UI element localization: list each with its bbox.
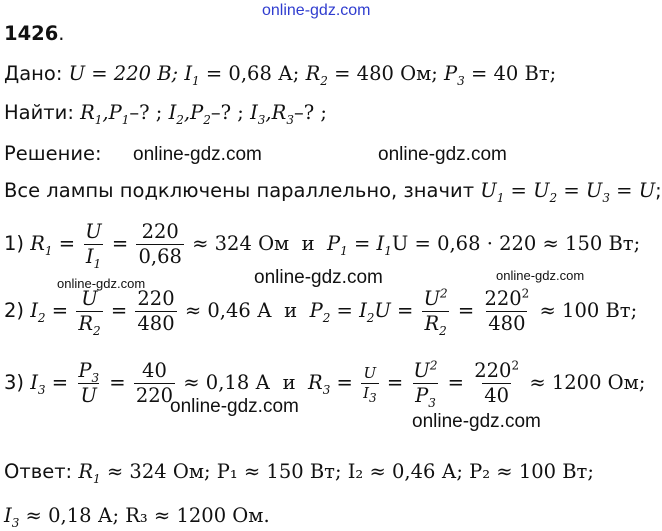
step-1: 1) $R_1$ = $\frac{U}{I_1}$ = $\frac{220}{0,68}$ ≈ 324 Ом и $P_1 = I_1U = 0,68 \cdot 220 \approx 150$ Вт; (4, 220, 641, 271)
watermark: online-gdz.com (170, 396, 299, 417)
fraction: $\frac{40}{220}$ (135, 359, 174, 407)
fraction: $\frac{220}{0,68}$ (138, 220, 182, 268)
watermark-top: online-gdz.com (262, 2, 371, 19)
parallel-line: Все лампы подключены параллельно, значит $U_1 = U_2 = U_3 = U$; (4, 179, 662, 205)
fraction: $\frac{U^2}{R_2}$ (423, 286, 448, 338)
problem-number: 1426 (4, 22, 59, 45)
watermark: online-gdz.com (378, 144, 507, 165)
fraction: $\frac{U}{R_2}$ (78, 287, 101, 338)
watermark: online-gdz.com (496, 268, 585, 283)
watermark: online-gdz.com (412, 411, 541, 432)
fraction: $\frac{U}{I_3}$ (363, 364, 377, 405)
step-2: 2) $I_2$ = $\frac{U}{R_2}$ = $\frac{220}{480}$ ≈ 0,46 А и $P_2 = I_2U$ = $\frac{U^2}{R_2}$ = $\frac{220^2}{480}$ ≈ 100 Вт; (4, 286, 638, 338)
parallel-text: Все лампы подключены параллельно, значит (4, 179, 475, 202)
watermark: online-gdz.com (57, 276, 146, 291)
find-label: Найти: (4, 101, 74, 124)
watermark: online-gdz.com (133, 144, 262, 165)
fraction: $\frac{220}{480}$ (137, 287, 175, 335)
answer-line-1: Ответ: $R_1 \approx 324$ Ом; P₁ ≈ 150 Вт; I₂ ≈ 0,46 А; P₂ ≈ 100 Вт; (4, 460, 594, 486)
fraction: $\frac{P_3}{U}$ (78, 359, 100, 407)
watermark: online-gdz.com (254, 267, 383, 288)
solution-label: Решение: (4, 142, 102, 165)
given-p3: = 40 Вт; (470, 62, 557, 85)
problem-title: 1426. (4, 22, 65, 45)
step-3: 3) $I_3$ = $\frac{P_3}{U}$ = $\frac{40}{220}$ ≈ 0,18 А и $R_3$ = $\frac{U}{I_3}$ = $\frac{U^2}{P_3}$ = $\frac{220^2}{40}$ ≈ 1200 Ом; (4, 358, 646, 410)
given-u: U = 220 В; (68, 62, 179, 85)
fraction: $\frac{U^2}{P_3}$ (413, 358, 438, 410)
fraction: $\frac{220^2}{480}$ (484, 286, 530, 335)
given-line: Дано: U = 220 В; $I_1 = 0,68$ А; $R_2 = 480$ Ом; $P_3 = 40$ Вт; (4, 62, 557, 88)
given-i1: = 0,68 А; (205, 62, 300, 85)
answer-line-2: $I_3 \approx 0,18$ А; R₃ ≈ 1200 Ом. (4, 504, 270, 530)
fraction: $\frac{220^2}{40}$ (474, 358, 520, 407)
find-line: Найти: $R_1,P_1-$? ; $I_2,P_2-$? ; $I_3,R_3-$? ; (4, 101, 327, 127)
given-r2: = 480 Ом; (334, 62, 438, 85)
given-label: Дано: (4, 62, 63, 85)
answer-label: Ответ: (4, 460, 73, 483)
fraction: $\frac{U}{I_1}$ (85, 220, 102, 271)
